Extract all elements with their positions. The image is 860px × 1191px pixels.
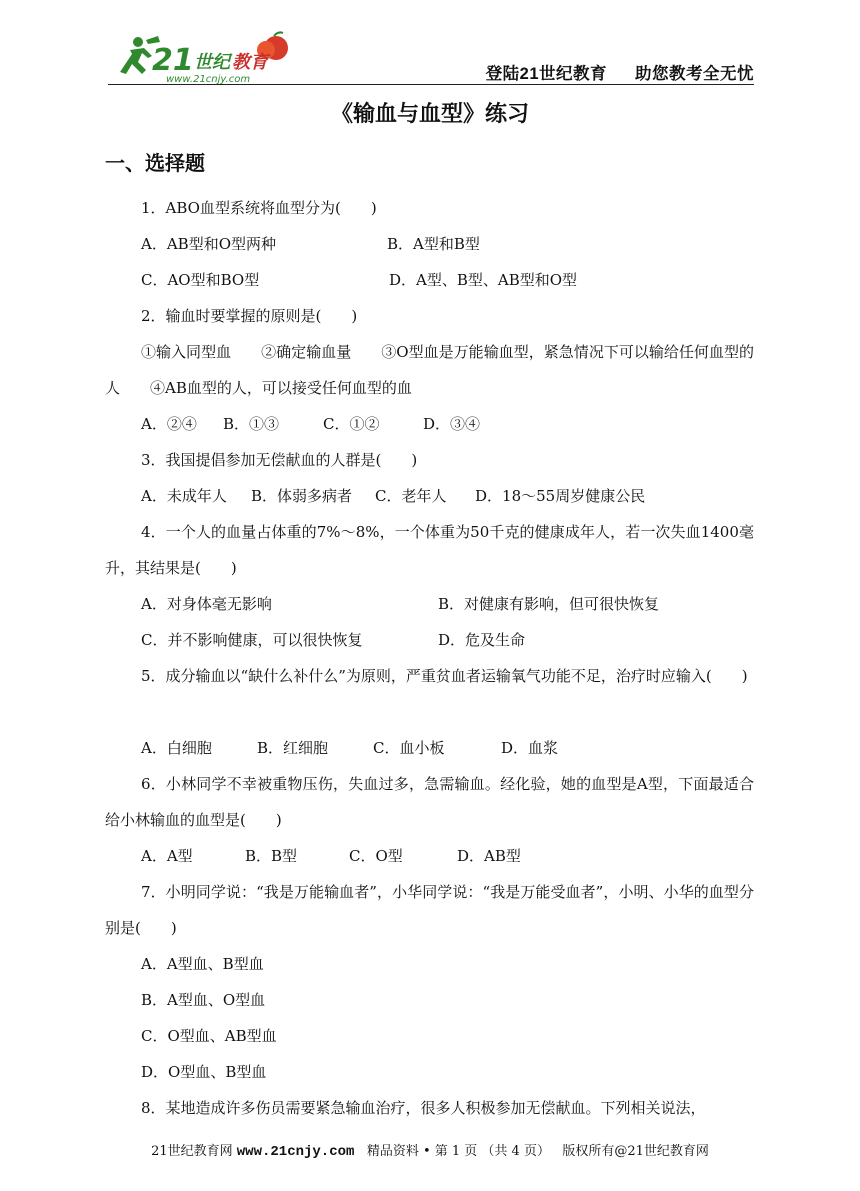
q5-option-d: D．血浆	[501, 739, 559, 757]
q4-options-row2	[105, 622, 754, 658]
document-title: 《输血与血型》练习	[330, 102, 529, 127]
q5-option-a: A．白细胞	[141, 739, 212, 757]
q3-option-b: B．体弱多病者	[251, 487, 353, 505]
q3-option-d: D．18～55周岁健康公民	[475, 487, 646, 505]
q4-option-b: B．对健康有影响，但可很快恢复	[438, 595, 660, 613]
section-heading: 一、选择题	[105, 151, 205, 175]
footer-left: 21世纪教育网	[151, 1144, 233, 1159]
q7-option-a: A．A型血、B型血	[141, 955, 264, 973]
page-footer	[0, 1140, 860, 1160]
q2-statements: ①输入同型血 ②确定输血量 ③O型血是万能输血型，紧急情况下可以输给任何血型的人 ④AB血型的人，可以接受任何血型的血	[105, 343, 754, 397]
q3-option-a: A．未成年人	[141, 487, 227, 505]
q2-option-d: D．③④	[423, 415, 481, 433]
footer-copyright: 版权所有@21世纪教育网	[562, 1144, 709, 1159]
q4-option-c: C．并不影响健康，可以很快恢复	[141, 631, 363, 649]
svg-text:教育: 教育	[232, 52, 268, 73]
q1-options-row1	[105, 226, 754, 262]
q2-option-a: A．②④	[141, 415, 197, 433]
q1-option-b: B．A型和B型	[387, 235, 480, 253]
svg-text:世纪: 世纪	[194, 52, 230, 73]
footer-page-info: 精品资料 • 第 1 页 （共 4 页）	[366, 1144, 550, 1159]
q2-options	[105, 406, 754, 442]
q1-option-c: C．AO型和BO型	[141, 271, 260, 289]
q6-option-b: B．B型	[245, 847, 298, 865]
q7-option-d: D．O型血、B型血	[141, 1063, 267, 1081]
q7-option-b: B．A型血、O型血	[141, 991, 266, 1009]
svg-text:21: 21	[152, 43, 194, 78]
q1-option-a: A．AB型和O型两种	[141, 235, 276, 253]
q7-option-c: C．O型血、AB型血	[141, 1027, 277, 1045]
site-logo	[108, 30, 308, 86]
q2-stem: 2．输血时要掌握的原则是( )	[141, 307, 358, 325]
logo-url: www.21cnjy.com	[166, 74, 251, 85]
q1-options-row2	[105, 262, 754, 298]
q3-options	[105, 478, 754, 514]
q6-stem: 6．小林同学不幸被重物压伤，失血过多，急需输血。经化验，她的血型是A型，下面最适合给小林输血的血型是( )	[105, 775, 754, 829]
q3-option-c: C．老年人	[375, 487, 447, 505]
slogan-right: 助您教考全无忧	[635, 65, 754, 83]
header-slogan	[486, 60, 754, 84]
q3-stem: 3．我国提倡参加无偿献血的人群是( )	[141, 451, 418, 469]
q1-option-d: D．A型、B型、AB型和O型	[389, 271, 578, 289]
header-divider	[108, 84, 754, 85]
q5-options	[105, 730, 754, 766]
question-list	[105, 190, 754, 1126]
q7-stem: 7．小明同学说：“我是万能输血者”，小华同学说：“我是万能受血者”，小明、小华的血型分别是( )	[105, 883, 754, 937]
q2-option-c: C．①②	[323, 415, 380, 433]
q6-options	[105, 838, 754, 874]
q6-option-c: C．O型	[349, 847, 403, 865]
q5-option-c: C．血小板	[373, 739, 445, 757]
footer-site-link[interactable]: www.21cnjy.com	[236, 1144, 355, 1160]
q5-option-b: B．红细胞	[257, 739, 329, 757]
q1-stem: 1．ABO血型系统将血型分为( )	[141, 199, 377, 217]
q4-option-d: D．危及生命	[438, 631, 526, 649]
page-header	[108, 30, 754, 86]
q5-stem: 5．成分输血以“缺什么补什么”为原则，严重贫血者运输氧气功能不足，治疗时应输入( )	[141, 667, 748, 685]
q8-stem: 8．某地造成许多伤员需要紧急输血治疗，很多人积极参加无偿献血。下列相关说法，	[141, 1099, 706, 1117]
q4-options-row1	[105, 586, 754, 622]
q4-stem: 4．一个人的血量占体重的7%～8%，一个体重为50千克的健康成年人，若一次失血1400毫升，其结果是( )	[105, 523, 754, 577]
q2-option-b: B．①③	[223, 415, 280, 433]
q4-option-a: A．对身体毫无影响	[141, 595, 272, 613]
q6-option-a: A．A型	[141, 847, 193, 865]
q6-option-d: D．AB型	[457, 847, 521, 865]
slogan-left: 登陆21世纪教育	[485, 65, 607, 83]
